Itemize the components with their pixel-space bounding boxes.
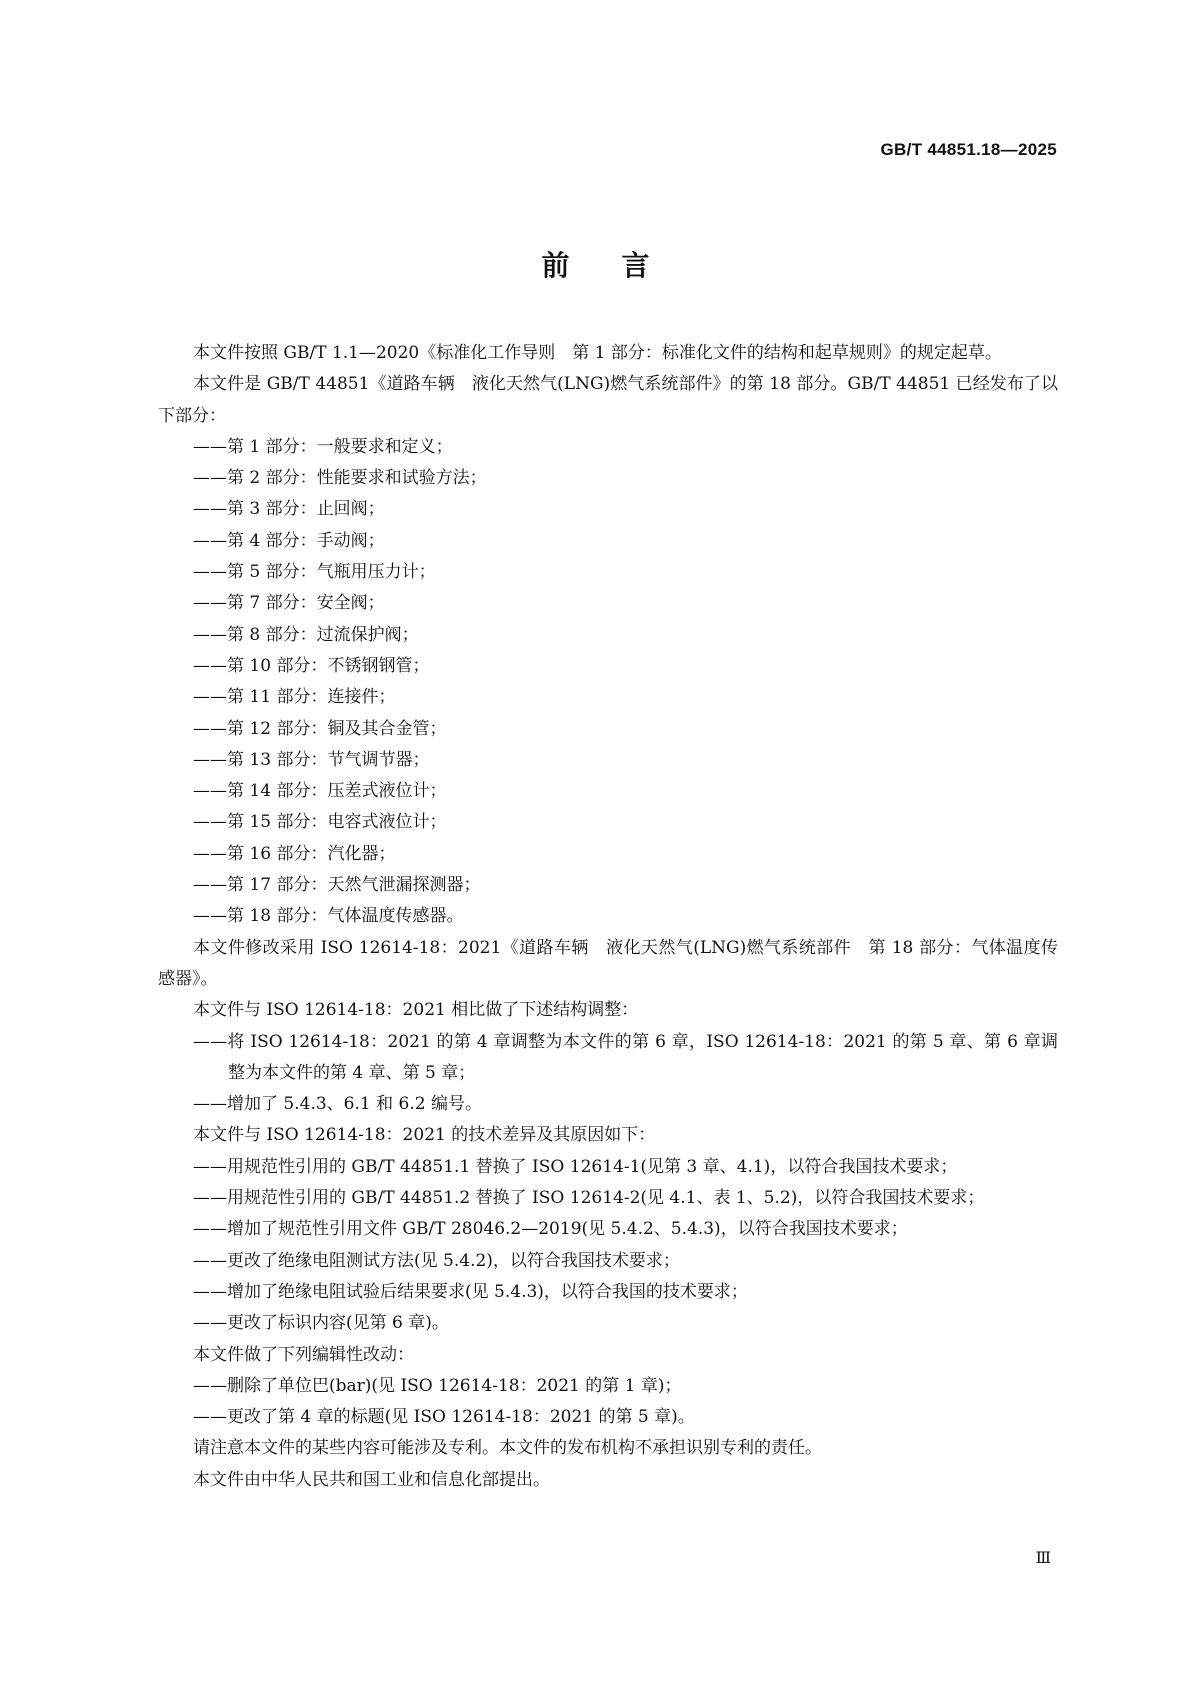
paragraph-technical-differences: 本文件与 ISO 12614-18：2021 的技术差异及其原因如下： — [193, 1125, 656, 1146]
list-item: ——第 18 部分：气体温度传感器。 — [193, 906, 464, 927]
list-item: ——第 2 部分：性能要求和试验方法； — [193, 468, 487, 489]
list-item: ——增加了 5.4.3、6.1 和 6.2 编号。 — [193, 1094, 482, 1115]
list-item: ——第 1 部分：一般要求和定义； — [193, 436, 453, 457]
list-item: ——用规范性引用的 GB/T 44851.2 替换了 ISO 12614-2(见 4.1、表 1、5.2)，以符合我国技术要求； — [193, 1188, 985, 1209]
paragraph-series-intro: 本文件是 GB/T 44851《道路车辆 液化天然气(LNG)燃气系统部件》的第 18 部分。GB/T 44851 已经发布了以下部分： — [158, 374, 1058, 426]
paragraph-adoption: 本文件修改采用 ISO 12614-18：2021《道路车辆 液化天然气(LNG)燃气系统部件 第 18 部分：气体温度传感器》。 — [158, 937, 1058, 989]
list-item: ——第 5 部分：气瓶用压力计； — [193, 562, 436, 583]
list-item: ——第 17 部分：天然气泄漏探测器； — [193, 875, 481, 896]
paragraph-structural-changes: 本文件与 ISO 12614-18：2021 相比做了下述结构调整： — [193, 1000, 639, 1021]
list-item: ——第 4 部分：手动阀； — [193, 530, 385, 551]
document-body — [158, 338, 1058, 1496]
list-item: ——更改了第 4 章的标题(见 ISO 12614-18：2021 的第 5 章)。 — [193, 1407, 695, 1428]
paragraph-proposer: 本文件由中华人民共和国工业和信息化部提出。 — [193, 1469, 550, 1490]
list-item: ——第 7 部分：安全阀； — [193, 593, 385, 614]
list-item: ——第 15 部分：电容式液位计； — [193, 812, 447, 833]
list-item: ——第 12 部分：铜及其合金管； — [193, 718, 447, 739]
page-number: Ⅲ — [1035, 1550, 1051, 1567]
list-item: ——用规范性引用的 GB/T 44851.1 替换了 ISO 12614-1(见第 3 章、4.1)，以符合我国技术要求； — [193, 1156, 958, 1177]
list-item: ——删除了单位巴(bar)(见 ISO 12614-18：2021 的第 1 章)； — [193, 1375, 682, 1396]
list-item: ——第 10 部分：不锈钢钢管； — [193, 655, 430, 676]
list-item: ——第 14 部分：压差式液位计； — [193, 781, 447, 802]
list-item: ——增加了绝缘电阻试验后结果要求(见 5.4.3)，以符合我国的技术要求； — [193, 1281, 748, 1302]
list-item: ——第 13 部分：节气调节器； — [193, 749, 430, 770]
list-item: ——增加了规范性引用文件 GB/T 28046.2—2019(见 5.4.2、5.4.3)，以符合我国技术要求； — [193, 1219, 908, 1240]
list-item: ——第 11 部分：连接件； — [193, 687, 396, 708]
list-item: ——第 3 部分：止回阀； — [193, 499, 385, 520]
page-title: 前言 — [541, 249, 702, 282]
list-item: ——更改了绝缘电阻测试方法(见 5.4.2)，以符合我国技术要求； — [193, 1250, 680, 1271]
list-item: ——更改了标识内容(见第 6 章)。 — [193, 1313, 449, 1334]
standard-number: GB/T 44851.18—2025 — [880, 140, 1057, 159]
paragraph-patent-notice: 请注意本文件的某些内容可能涉及专利。本文件的发布机构不承担识别专利的责任。 — [193, 1438, 822, 1459]
list-item: ——第 8 部分：过流保护阀； — [193, 624, 419, 645]
paragraph-drafting-basis: 本文件按照 GB/T 1.1—2020《标准化工作导则 第 1 部分：标准化文件的结构和起草规则》的规定起草。 — [193, 343, 1002, 363]
list-item: ——将 ISO 12614-18：2021 的第 4 章调整为本文件的第 6 章，ISO 12614-18：2021 的第 5 章、第 6 章调整为本文件的第 4 章、第 5 章； — [193, 1031, 1058, 1083]
list-item: ——第 16 部分：汽化器； — [193, 843, 396, 864]
paragraph-editorial-changes: 本文件做了下列编辑性改动： — [193, 1344, 414, 1365]
